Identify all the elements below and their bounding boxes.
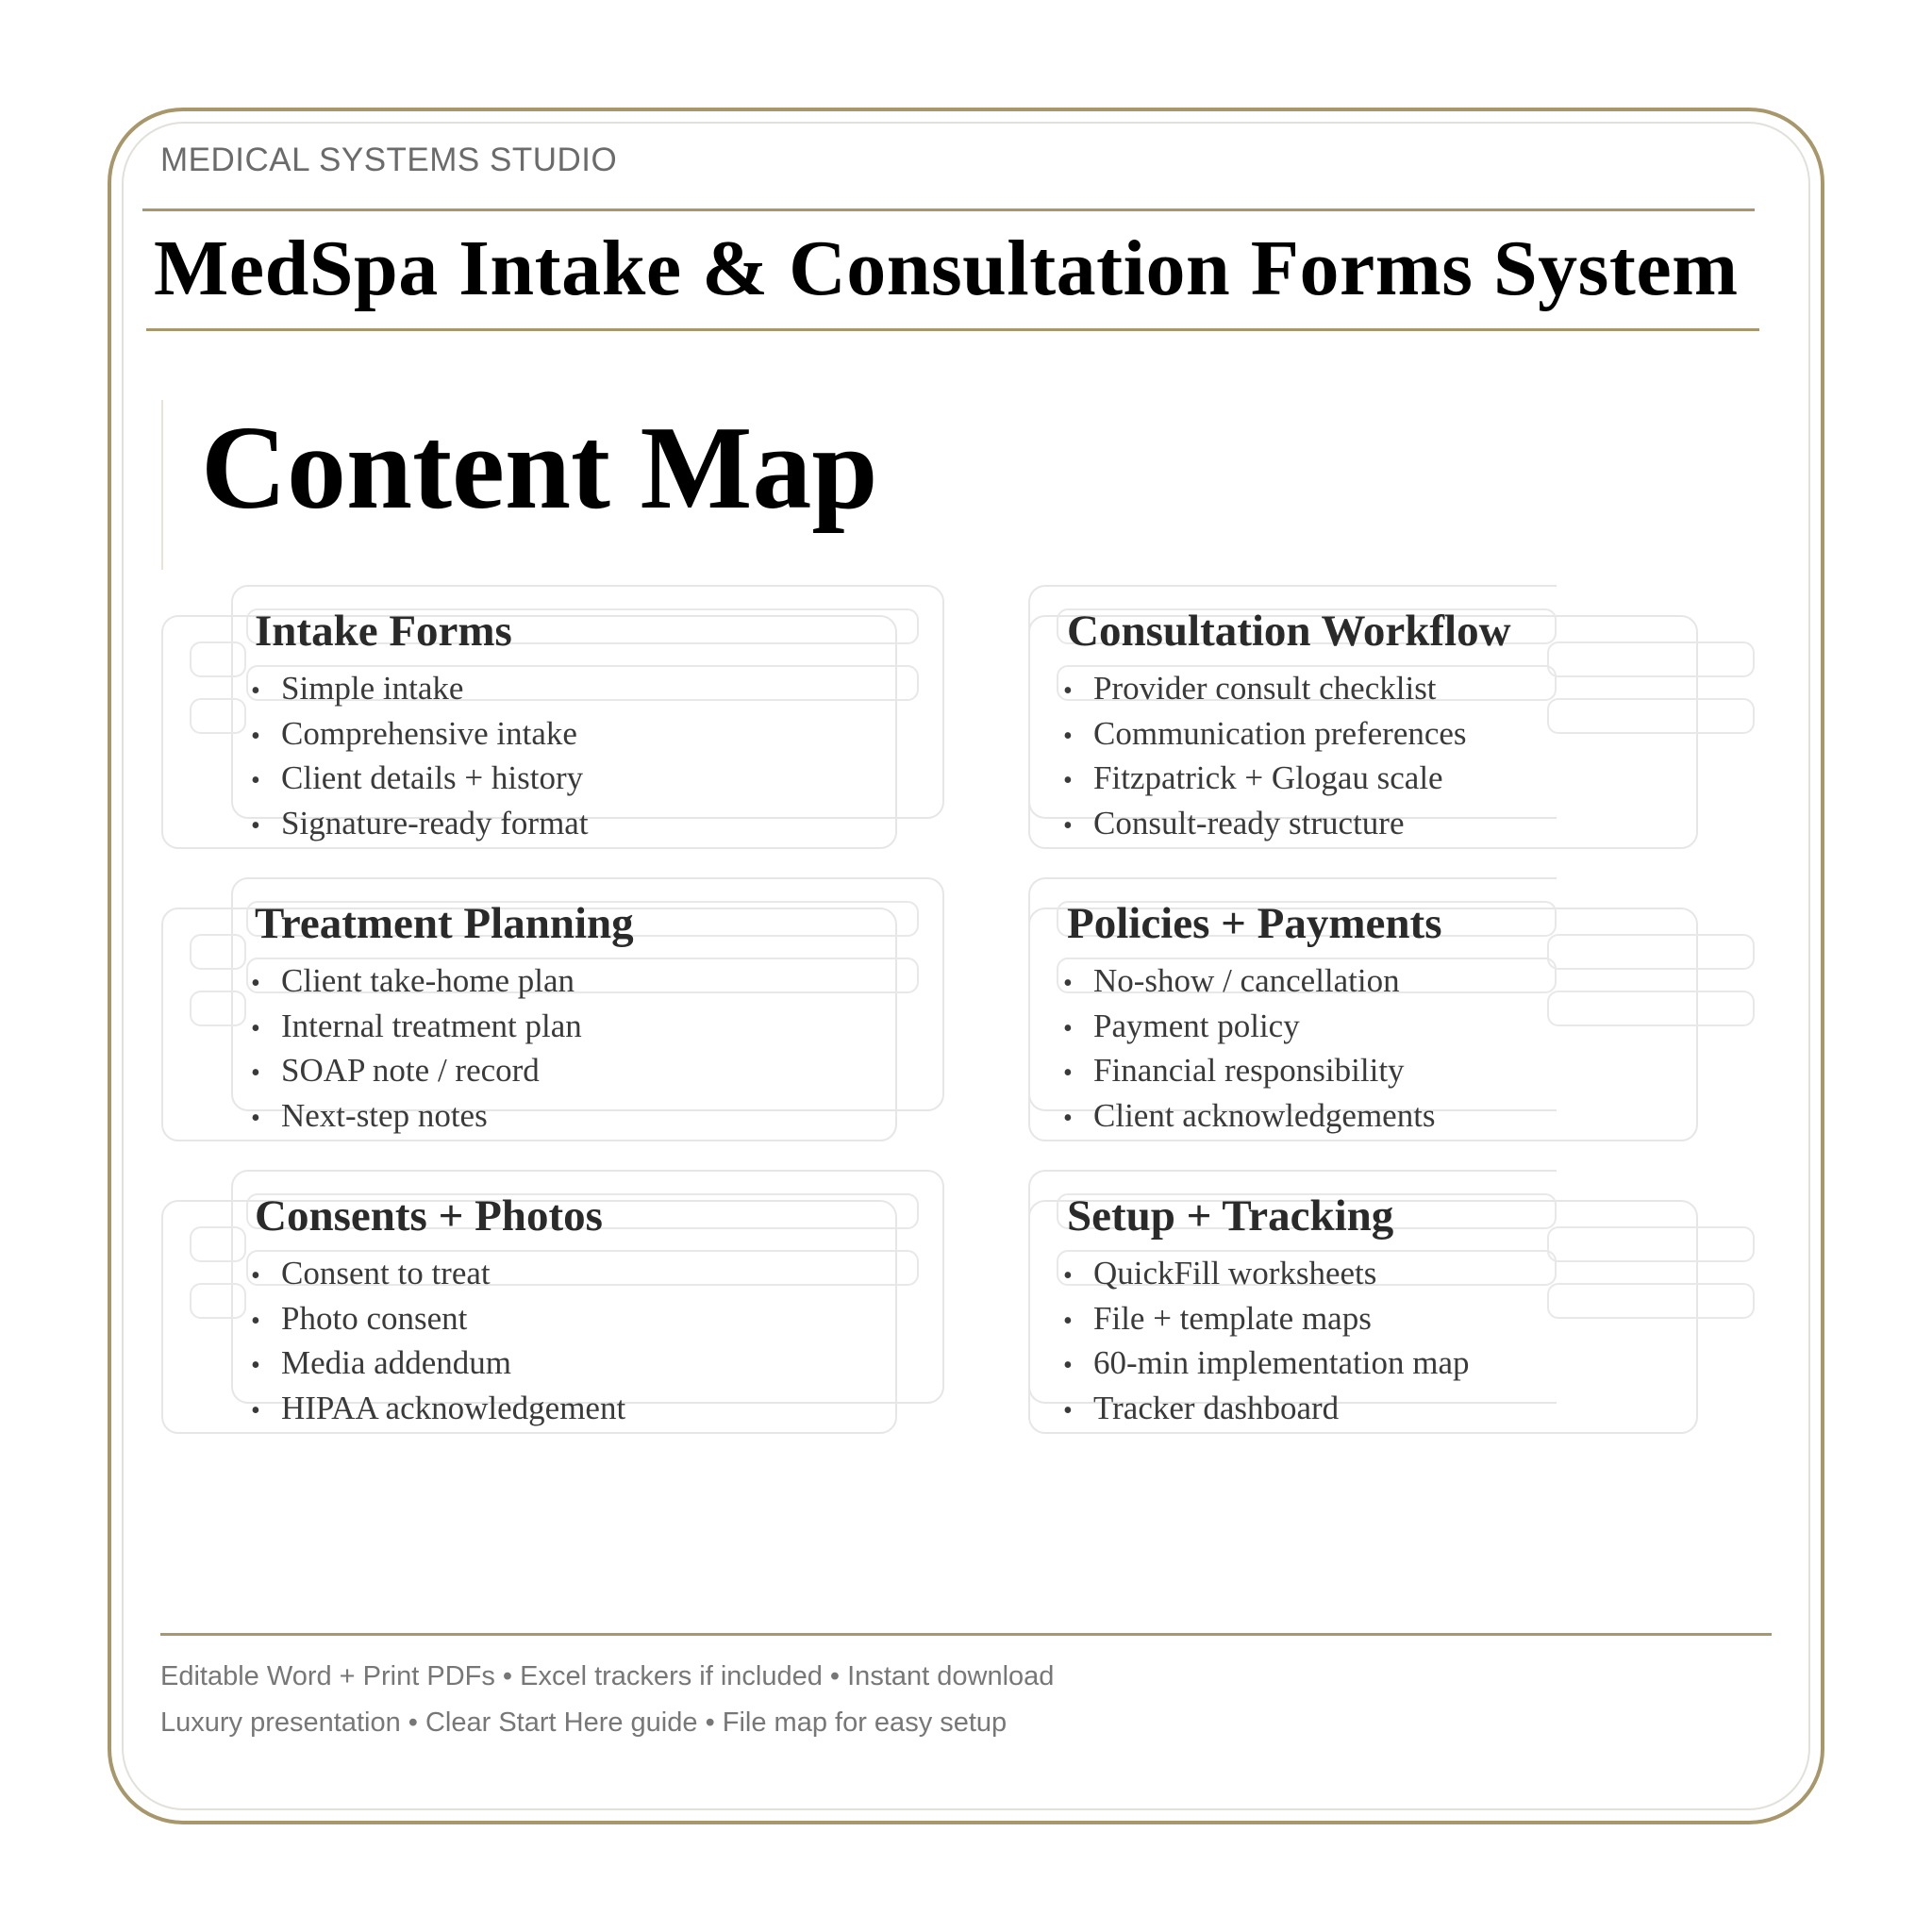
list-item: • QuickFill worksheets — [1063, 1253, 1470, 1298]
card-heading: Consents + Photos — [255, 1191, 603, 1241]
list-item: • No-show / cancellation — [1063, 960, 1436, 1006]
decorative-pill — [190, 934, 246, 970]
card-item-list — [1063, 960, 1436, 1140]
header-bottom-divider — [146, 328, 1759, 331]
header-top-divider — [142, 208, 1755, 211]
list-item: • Provider consult checklist — [1063, 668, 1467, 713]
footer-divider — [160, 1633, 1772, 1636]
list-item: • Next-step notes — [251, 1095, 582, 1141]
brand-label: MEDICAL SYSTEMS STUDIO — [160, 142, 618, 178]
list-item: • Signature-ready format — [251, 803, 589, 848]
decorative-pill — [190, 641, 246, 677]
content-card — [161, 585, 1010, 868]
decorative-pill — [190, 698, 246, 734]
list-item: • File + template maps — [1063, 1298, 1470, 1343]
decorative-pill — [1547, 1226, 1755, 1262]
card-item-list — [1063, 668, 1467, 847]
card-heading: Setup + Tracking — [1067, 1191, 1394, 1241]
decorative-pill — [1547, 934, 1755, 970]
list-item: • Consent to treat — [251, 1253, 625, 1298]
card-heading: Intake Forms — [255, 607, 512, 656]
list-item: • SOAP note / record — [251, 1050, 582, 1095]
decorative-pill — [1547, 641, 1755, 677]
content-card — [161, 877, 1010, 1160]
page-title: MedSpa Intake & Consultation Forms System — [154, 225, 1739, 312]
list-item: • Media addendum — [251, 1342, 625, 1388]
card-heading: Treatment Planning — [255, 899, 634, 948]
list-item: • Comprehensive intake — [251, 713, 589, 758]
content-card — [1028, 585, 1877, 868]
list-item: • Photo consent — [251, 1298, 625, 1343]
list-item: • Client details + history — [251, 758, 589, 803]
list-item: • Communication preferences — [1063, 713, 1467, 758]
list-item: • Tracker dashboard — [1063, 1388, 1470, 1433]
list-item: • Internal treatment plan — [251, 1006, 582, 1051]
decorative-pill — [1547, 1283, 1755, 1319]
decorative-pill — [190, 991, 246, 1026]
content-card — [161, 1170, 1010, 1453]
content-card — [1028, 877, 1877, 1160]
decorative-pill — [190, 1283, 246, 1319]
card-item-list — [251, 668, 589, 847]
list-item: • 60-min implementation map — [1063, 1342, 1470, 1388]
list-item: • HIPAA acknowledgement — [251, 1388, 625, 1433]
content-card — [1028, 1170, 1877, 1453]
decorative-pill — [1547, 698, 1755, 734]
section-accent-bar — [161, 400, 163, 570]
decorative-pill — [190, 1226, 246, 1262]
card-heading: Policies + Payments — [1067, 899, 1442, 948]
card-item-list — [251, 960, 582, 1140]
list-item: • Financial responsibility — [1063, 1050, 1436, 1095]
list-item: • Client take-home plan — [251, 960, 582, 1006]
list-item: • Client acknowledgements — [1063, 1095, 1436, 1141]
section-title: Content Map — [201, 403, 878, 534]
card-item-list — [251, 1253, 625, 1432]
card-heading: Consultation Workflow — [1067, 607, 1511, 656]
footer-line-1: Editable Word + Print PDFs • Excel trackers if included • Instant download — [160, 1661, 1055, 1691]
list-item: • Consult-ready structure — [1063, 803, 1467, 848]
list-item: • Simple intake — [251, 668, 589, 713]
decorative-pill — [1547, 991, 1755, 1026]
card-item-list — [1063, 1253, 1470, 1432]
list-item: • Fitzpatrick + Glogau scale — [1063, 758, 1467, 803]
list-item: • Payment policy — [1063, 1006, 1436, 1051]
footer-line-2: Luxury presentation • Clear Start Here guide • File map for easy setup — [160, 1707, 1008, 1738]
